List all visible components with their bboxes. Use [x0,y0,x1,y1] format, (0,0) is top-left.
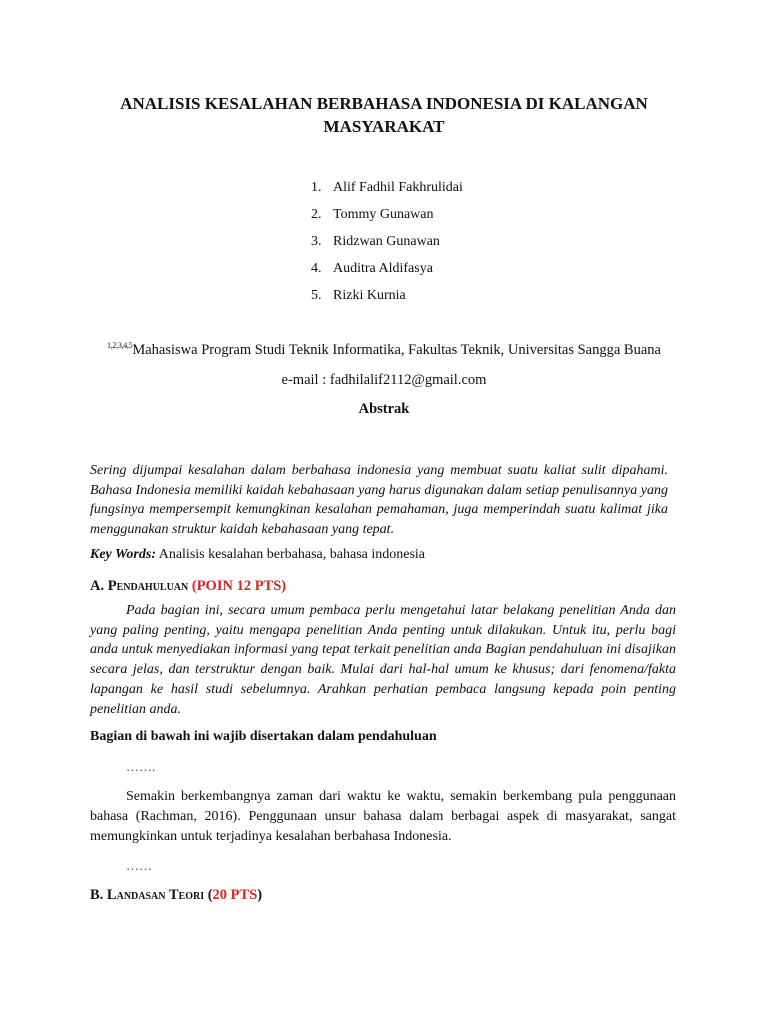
author-item: 5. Rizki Kurnia [311,288,406,303]
section-a-intro: Pada bagian ini, secara umum pembaca perlu mengetahui latar belakang penelitian Anda dan yang paling penting, yaitu mengapa penelitian Anda penting untuk dilakukan. Untuk itu, perlu bagi anda untuk menyediakan informasi yang tepat terkait penelitian anda Bagian pendahuluan ini disajikan secara jelas, dan terstruktur dengan baik. Mulai dari hal-hal umum ke khusus; dari fenomena/fakta lapangan ke hasil studi sebelumnya. Arahkan perhatian pembaca langsung kepada poin penting penelitian anda. [90,603,676,717]
author-item: 3. Ridzwan Gunawan [311,234,440,249]
keywords-label: Key Words: [90,547,156,562]
author-name: Rizki Kurnia [333,288,406,303]
author-name: Tommy Gunawan [333,207,434,222]
author-name: Alif Fadhil Fakhrulidai [333,180,463,195]
ellipsis-placeholder: ……. [126,759,156,774]
author-list [311,178,463,313]
contact-email: e-mail : fadhilalif2112@gmail.com [281,372,487,388]
author-item: 1. Alif Fadhil Fakhrulidai [311,180,463,195]
section-a-heading [90,578,286,595]
abstract-text: Sering dijumpai kesalahan dalam berbahasa indonesia yang membuat suatu kaliat sulit dipahami. Bahasa Indonesia memiliki kaidah kebahasaan yang harus digunakan dalam setiap penulisannya yang fungsinya mempersempit kemungkinan kesalahan pemahaman, juga memperindah suatu kalimat jika menggunakan struktur kaidah kebahasaan yang tepat. [90,463,668,537]
affiliation-superscript: 1,2,3,4,5 [107,341,133,350]
author-name: Ridzwan Gunawan [333,234,440,249]
section-a-subheading: Bagian di bawah ini wajib disertakan dalam pendahuluan [90,729,437,744]
section-b-heading [90,887,262,904]
section-a-points: (POIN 12 PTS) [191,578,287,594]
section-b-title: B. Landasan Teori ( [90,887,213,903]
author-name: Auditra Aldifasya [333,261,433,276]
keywords-text: Analisis kesalahan berbahasa, bahasa indonesia [155,547,426,562]
keywords [90,547,668,563]
affiliation [90,341,678,359]
section-b-points: 20 PTS [212,887,258,903]
author-item: 4. Auditra Aldifasya [311,261,433,276]
author-item: 2. Tommy Gunawan [311,207,434,222]
paper-title: ANALISIS KESALAHAN BERBAHASA INDONESIA DI KALANGAN MASYARAKAT [120,94,648,136]
abstract-heading: Abstrak [358,401,410,417]
affiliation-text: Mahasiswa Program Studi Teknik Informatika, Fakultas Teknik, Universitas Sangga Buana [132,342,661,358]
section-a-paragraph: Semakin berkembangnya zaman dari waktu ke waktu, semakin berkembang pula penggunaan bahasa (Rachman, 2016). Penggunaan unsur bahasa dalam berbagai aspek di masyarakat, sangat memungkinkan untuk terjadinya kesalahan berbahasa Indonesia. [90,789,676,844]
section-a-title: A. Pendahuluan [90,578,192,594]
section-b-close: ) [257,887,263,903]
ellipsis-placeholder: …… [126,858,152,873]
